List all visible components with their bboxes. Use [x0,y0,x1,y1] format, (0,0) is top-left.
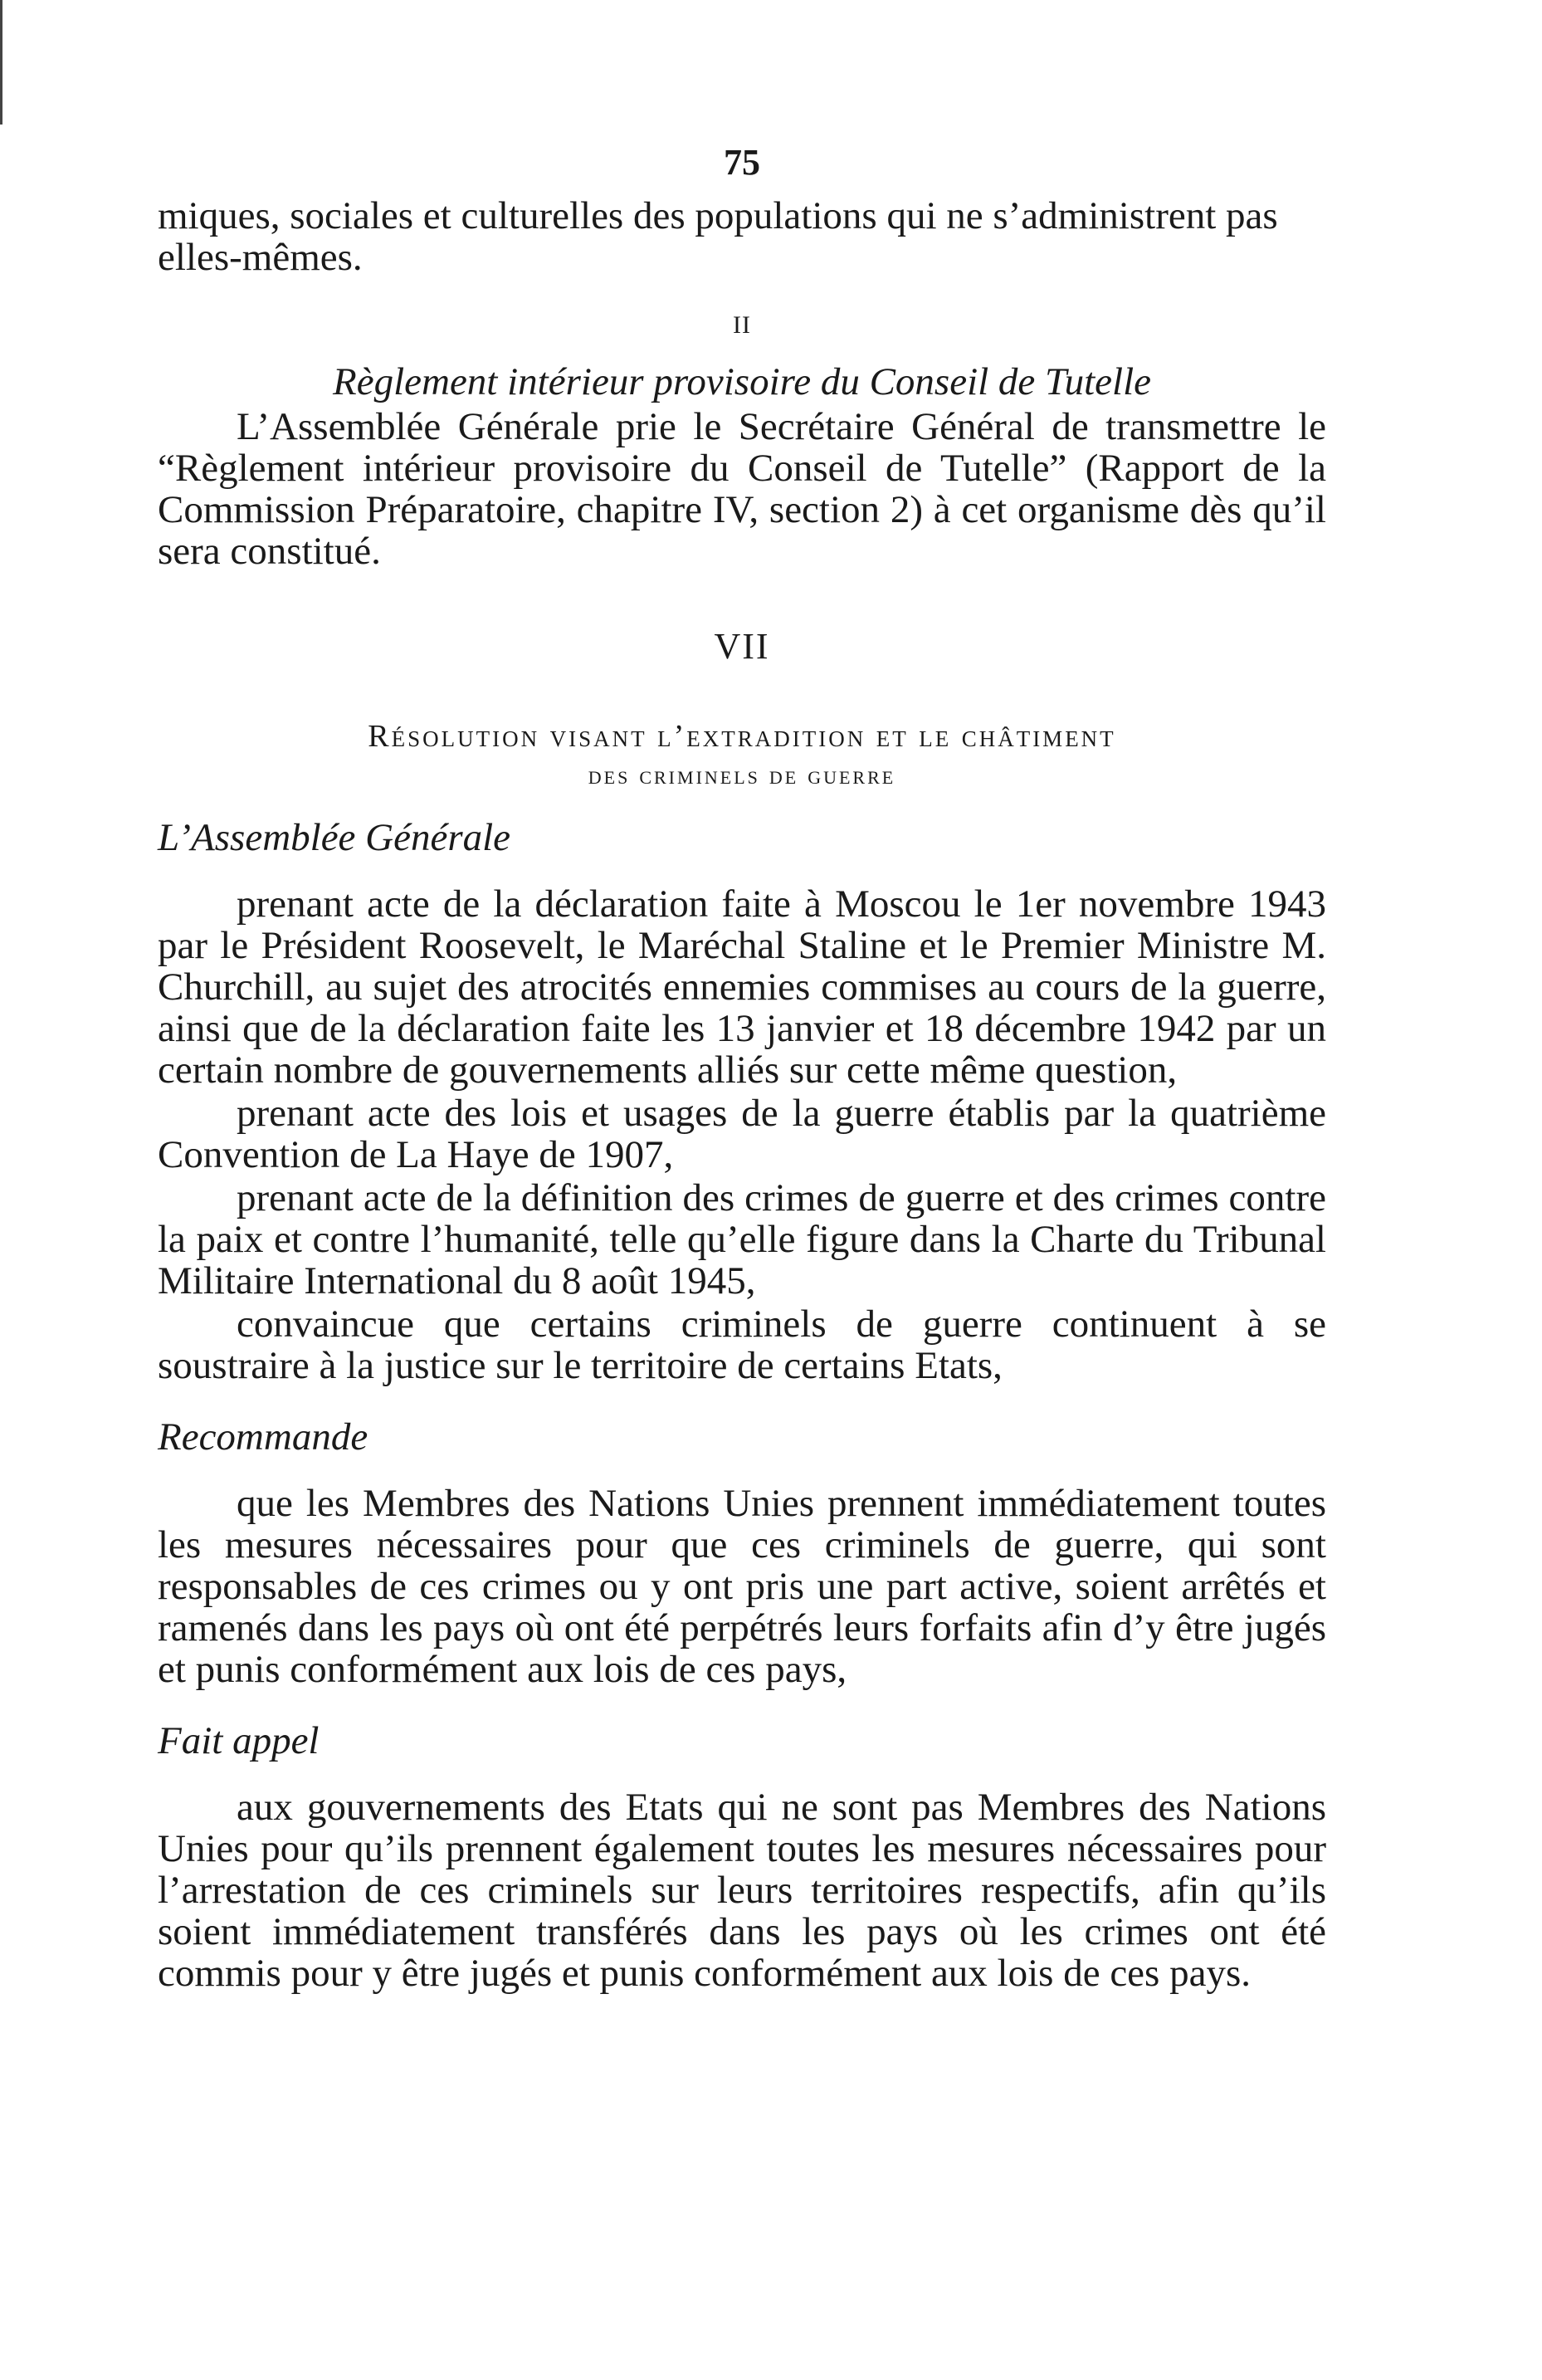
fait-appel-heading: Fait appel [158,1719,320,1762]
section-vii-title-line2: des criminels de guerre [588,760,896,789]
recommande-body: que les Membres des Nations Unies prennent immédiatement toutes les mesures nécessaires pour que ces criminels de guerre, qui sont responsables de ces crimes ou y ont pris une part active, soient arrêtés et ramenés dans les pays où ont été perpétrés leurs forfaits afin d’y être jugés et punis conformément aux lois de ces pays, [158,1482,1326,1691]
section-ii-body: L’Assemblée Générale prie le Secrétaire Général de transmettre le “Règlement intérieur provisoire du Conseil de Tutelle” (Rapport de la Commission Préparatoire, chapitre IV, section 2) à cet organisme dès qu’il sera constitué. [158,405,1326,573]
section-numeral-ii: II [733,311,751,339]
scan-edge-mark [0,0,2,125]
assembly-heading: L’Assemblée Générale [158,816,511,859]
continued-paragraph: miques, sociales et culturelles des populations qui ne s’administrent pas elles-mêmes. [158,194,1278,279]
consideration-paragraph: prenant acte de la définition des crimes de guerre et des crimes contre la paix et contre l’humanité, telle qu’elle figure dans la Charte du Tribunal Militaire International du 8 août 1945, [158,1176,1326,1302]
consideration-paragraph: prenant acte de la déclaration faite à Moscou le 1er novembre 1943 par le Président Roosevelt, le Maréchal Staline et le Premier Ministre M. Churchill, au sujet des atrocités ennemies commises au cours de la guerre, ainsi que de la déclaration faite les 13 janvier et 18 décembre 1942 par un certain nombre de gouvernements alliés sur cette même question, [158,882,1326,1092]
consideration-paragraph: convaincue que certains criminels de guerre continuent à se soustraire à la justice sur le territoire de certains Etats, [158,1302,1326,1387]
page-number: 75 [724,142,760,183]
fait-appel-body: aux gouvernements des Etats qui ne sont pas Membres des Nations Unies pour qu’ils prennent également toutes les mesures nécessaires pour l’arrestation de ces criminels sur leurs territoires respectifs, afin qu’ils soient immédiatement transférés dans les pays où les crimes ont été commis pour y être jugés et punis conformément aux lois de ces pays. [158,1786,1326,1995]
recommande-heading: Recommande [158,1415,368,1459]
document-page [158,141,1326,1996]
section-ii-title: Règlement intérieur provisoire du Conseil de Tutelle [333,360,1151,403]
section-vii-title-line1: Résolution visant l’extradition et le châtiment [368,719,1116,754]
section-numeral-vii: VII [714,626,770,667]
consideration-paragraph: prenant acte des lois et usages de la guerre établis par la quatrième Convention de La Haye de 1907, [158,1092,1326,1176]
